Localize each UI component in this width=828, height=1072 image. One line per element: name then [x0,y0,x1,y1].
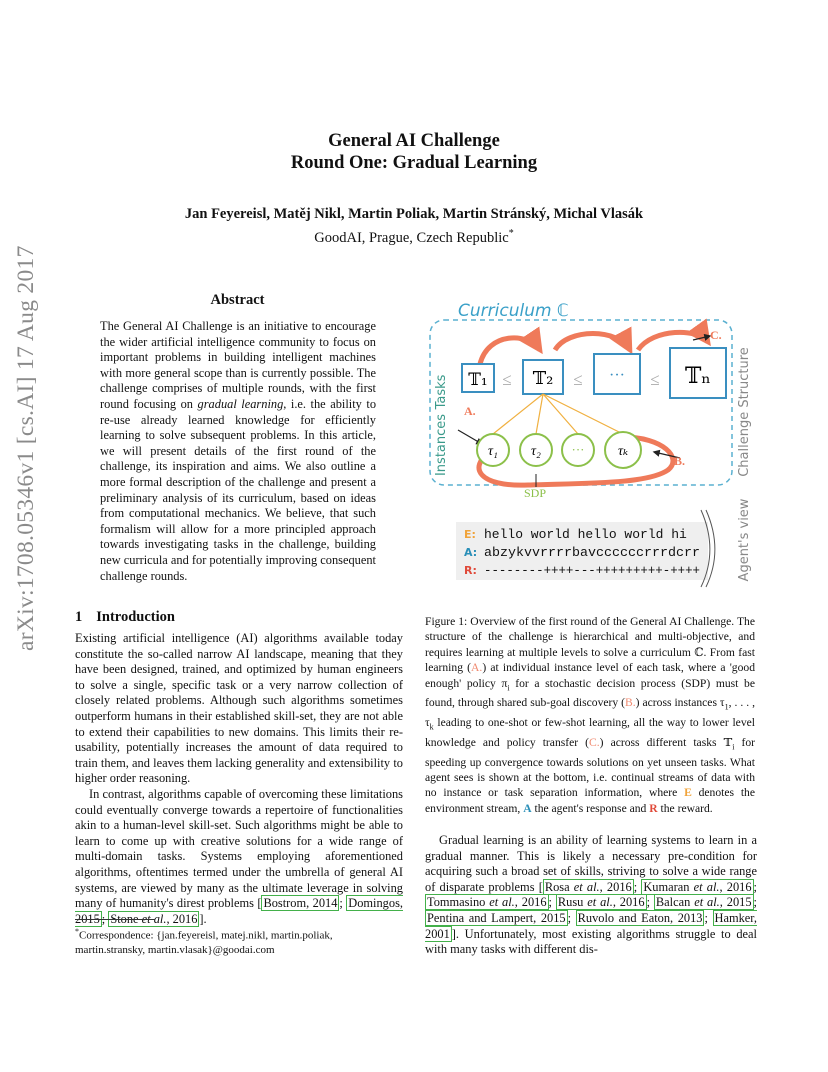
caption-sub: i [507,682,510,692]
caption-text: ) across different tasks 𝕋 [599,735,733,749]
transfer-arrow-2 [555,334,630,351]
figure-caption [425,614,755,816]
citation-link[interactable] [556,894,647,910]
abstract-heading: Abstract [210,292,265,308]
citation-author: Tommasino [427,895,490,910]
citation-etal: et al. [141,911,167,926]
stream-a-label: A: [464,546,478,559]
citation-link[interactable] [543,879,634,895]
caption-sub: 1 [724,702,729,712]
stream-e: hello world hello world hi [484,527,687,542]
caption-sub: i [732,742,735,752]
abstract-emphasis: gradual learning [197,396,284,411]
caption-text: for speeding up convergence towards solutions on yet unseen tasks. What agent sees is shown at the bottom, i.e. continual streams of data with no instance or task separation information, where [425,735,755,800]
section-heading-introduction [75,609,175,626]
leq-1: ≤ [502,370,512,389]
tasks-label: Tasks [434,374,449,410]
label-b: B. [674,454,686,468]
leq-2: ≤ [573,370,583,389]
caption-text: ) at individual instance level of each task, where a 'good enough' policy π [425,661,755,690]
citation-author: Stone [110,911,142,926]
abstract-paragraph [100,319,376,584]
author-list [0,205,828,224]
caption-ref-b: B. [625,696,636,710]
section-number: 1 [75,609,83,625]
intro-paragraph-1: Existing artificial intelligence (AI) algorithms available today constitute the so-called narrow AI landscape, meaning that they have been designed, trained, and optimized by human engineers to solve a single, specific task or a very narrow collection of closely related problems. Although such algorithms sometimes outperform humans in their established skill-set, they are not able to extend their capabilities to new domains. This limits their re-usability, potentially increases the amount of data required to train them, and leaves them lacking generality and extensibility to higher order reasoning. [75,631,403,786]
citation-etal: et al. [573,879,600,894]
citation-year: , 2016 [514,895,547,910]
caption-sub: k [429,722,434,732]
footnote-rule [75,919,155,920]
intro-p2-text: In contrast, algorithms capable of overcoming these limitations could eventually converge towards a repertoire of functionalities akin to a human-level skill-set. Such algorithms might be able to learn to come up with creative solutions for a wide range of multi-domain tasks. Systems employing aforementioned algorithms, oftentimes termed under the umbrella of general AI systems, are viewed by many as the ultimate leverage in solving many of humanity's direst problems [ [75,786,403,911]
citation-link[interactable] [654,894,754,910]
citation-author: Rusu [557,895,588,910]
citation-link[interactable]: Bostrom, 2014 [263,896,338,911]
challenge-structure-label: Challenge Structure [737,347,752,477]
intro-p2-end: ]. [199,911,207,926]
task-tn: 𝕋ₙ [685,364,711,389]
affiliation-text: GoodAI, Prague, Czech Republic [314,229,509,246]
footnote [75,925,403,957]
stream-e-label: E: [464,528,476,541]
task-t1: 𝕋₁ [468,370,488,390]
caption-text: denotes the environment stream, [425,786,755,815]
sdp-label: SDP [523,486,547,500]
caption-text: ) across instances τ [635,696,725,710]
paragraph-text: Gradual learning is an ability of learning systems to learn in a gradual manner. This is likely a necessary pre-condition for acquiring such a broad set of skills, striving to solve a wide range of disparate problems [ [425,833,757,894]
task-t2: 𝕋₂ [532,368,554,389]
footnote-text: Correspondence: {jan.feyereisl, matej.nikl, martin.poliak, martin.stransky, martin.vlasak}@goodai.com [75,929,333,956]
caption-ref-e: E [684,786,692,800]
citation-year: , 2016 [612,895,645,910]
caption-ref-a-stream: A [523,801,532,815]
citation-etal: et al. [489,895,515,910]
citation-link[interactable]: Ruvolo and Eaton, 2013 [577,910,703,925]
citation-link[interactable]: Hamker, 2001 [425,910,758,941]
citation-etal: et al. [587,895,613,910]
task-instance-links [493,394,623,434]
label-a: A. [464,404,476,418]
citation-link[interactable] [425,894,549,910]
caption-ref-a: A. [471,661,483,675]
arxiv-identifier: arXiv:1708.05346v1 [cs.AI] 17 Aug 2017 [13,245,39,651]
stream-r-label: R: [464,564,477,577]
citation-author: Balcan [655,895,695,910]
paper-title-line-1: General AI Challenge [328,131,500,151]
figure-curriculum-diagram [418,292,763,592]
citation-year: , 2016 [166,911,198,926]
abstract-text-a: The General AI Challenge is an initiative to encourage the wider artificial intelligence community to focus on important problems in building intelligent machines with more general scope than is currently possible. The challenge comprises of multiple rounds, with the first round focusing on [100,319,376,411]
affiliation-footnote-mark: * [508,228,514,239]
citation-link[interactable]: Pentina and Lampert, 2015 [427,910,566,925]
introduction-body [75,631,403,927]
citation-year: , 2015 [719,895,752,910]
right-column-body [425,833,757,958]
caption-text: the reward. [657,801,713,815]
section-title: Introduction [96,609,175,625]
label-c: C. [710,328,722,342]
stream-r: --------++++---+++++++++-++++ [484,563,701,578]
paper-title-line-2: Round One: Gradual Learning [290,153,538,173]
intro-paragraph-2: In contrast, algorithms capable of overcoming these limitations could eventually converge towards a repertoire of functionalities akin to a human-level skill-set. Such algorithms might be able to learn to come up with creative solutions for a wide range of multi-domain tasks. Systems employing aforementioned algorithms, oftentimes termed under the umbrella of general AI systems, are viewed by many as the ultimate leverage in solving many of humanity's direst problems [ Bostrom, 2014 ; Domingos, 2015 ; Stone et al., 2016 ]. [75,786,403,926]
instance-dots: ··· [571,442,585,457]
caption-text: the agent's response and [531,801,650,815]
curriculum-label: Curriculum ℂ [458,301,569,321]
task-dots: ··· [609,367,625,384]
caption-ref-c: C. [589,735,600,749]
citation-year: , 2016 [599,879,632,894]
instances-label: Instances [434,413,449,477]
agents-view-label: Agent's view [737,498,752,582]
footnote-mark: * [75,927,79,936]
instance-tau1: τ₁ [488,444,498,459]
abstract-body [100,319,376,584]
citation-link[interactable] [641,879,753,895]
instance-tauk: τₖ [617,444,629,459]
leq-3: ≤ [650,370,660,389]
citation-author: Kumaran [643,879,694,894]
stream-a: abzykvvrrrrbavccccccrrrdcrr [484,545,700,560]
citation-year: , 2016 [719,879,752,894]
abstract-text-b: , i.e. the ability to re-use already learned knowledge for efficiently learning to solve subsequent problems. In this article, we will present details of the first round of the challenge, its inspiration and aims. We also outline a more formal description of the challenge and present a preliminary analysis of its curriculum, based on ideas from computational mechanics. We believe, that such formalism will allow for a more principled approach towards investigating tasks in the challenge, building new curricula and for potentially improving consequent challenge rounds. [100,396,377,583]
paragraph-text: ]. Unfortunately, most existing algorithms struggle to deal with many tasks with different dis- [425,926,757,957]
caption-text: for a stochastic decision process (SDP) must be found, through shared sub-goal discovery ( [425,676,755,710]
citation-link[interactable]: Domingos, 2015 [75,896,403,926]
citation-etal: et al. [693,879,720,894]
affiliation [0,224,828,248]
caption-text: , . . . , τ [425,696,756,730]
citation-etal: et al. [694,895,720,910]
instance-tau2: τ₂ [531,444,541,459]
citation-author: Rosa [544,879,574,894]
gradual-learning-paragraph: Gradual learning is an ability of learning systems to learn in a gradual manner. This is likely a necessary pre-condition for acquiring such a broad set of skills, striving to solve a wide range of disparate problems [ Rosa et al., 2016 ; Kumaran et al., 2016 ; Tommasino et al., 2016 ; Rusu et al., 2016 ; Balcan et al., 2015 ; Pentina and Lampert, 2015 ; Ruvolo and Eaton, 2013 ; Hamker, 2001 ]. Unfortunately, most existing algorithms struggle to deal with many tasks with different dis- [425,833,758,957]
caption-text: Overview of the first round of the General AI Challenge. The structure of the challenge is hierarchical and multi-objective, and requires learning at multiple levels to solve a curriculum ℂ. From fast learning ( [425,615,755,675]
caption-text: leading to one-shot or few-shot learning, all the way to lower level knowledge and policy transfer ( [425,716,755,749]
author-names: Jan Feyereisl, Matěj Nikl, Martin Poliak, Martin Stránský, Michal Vlasák [184,206,644,222]
caption-ref-r: R [649,801,658,815]
caption-lead: Figure 1: [425,615,471,628]
